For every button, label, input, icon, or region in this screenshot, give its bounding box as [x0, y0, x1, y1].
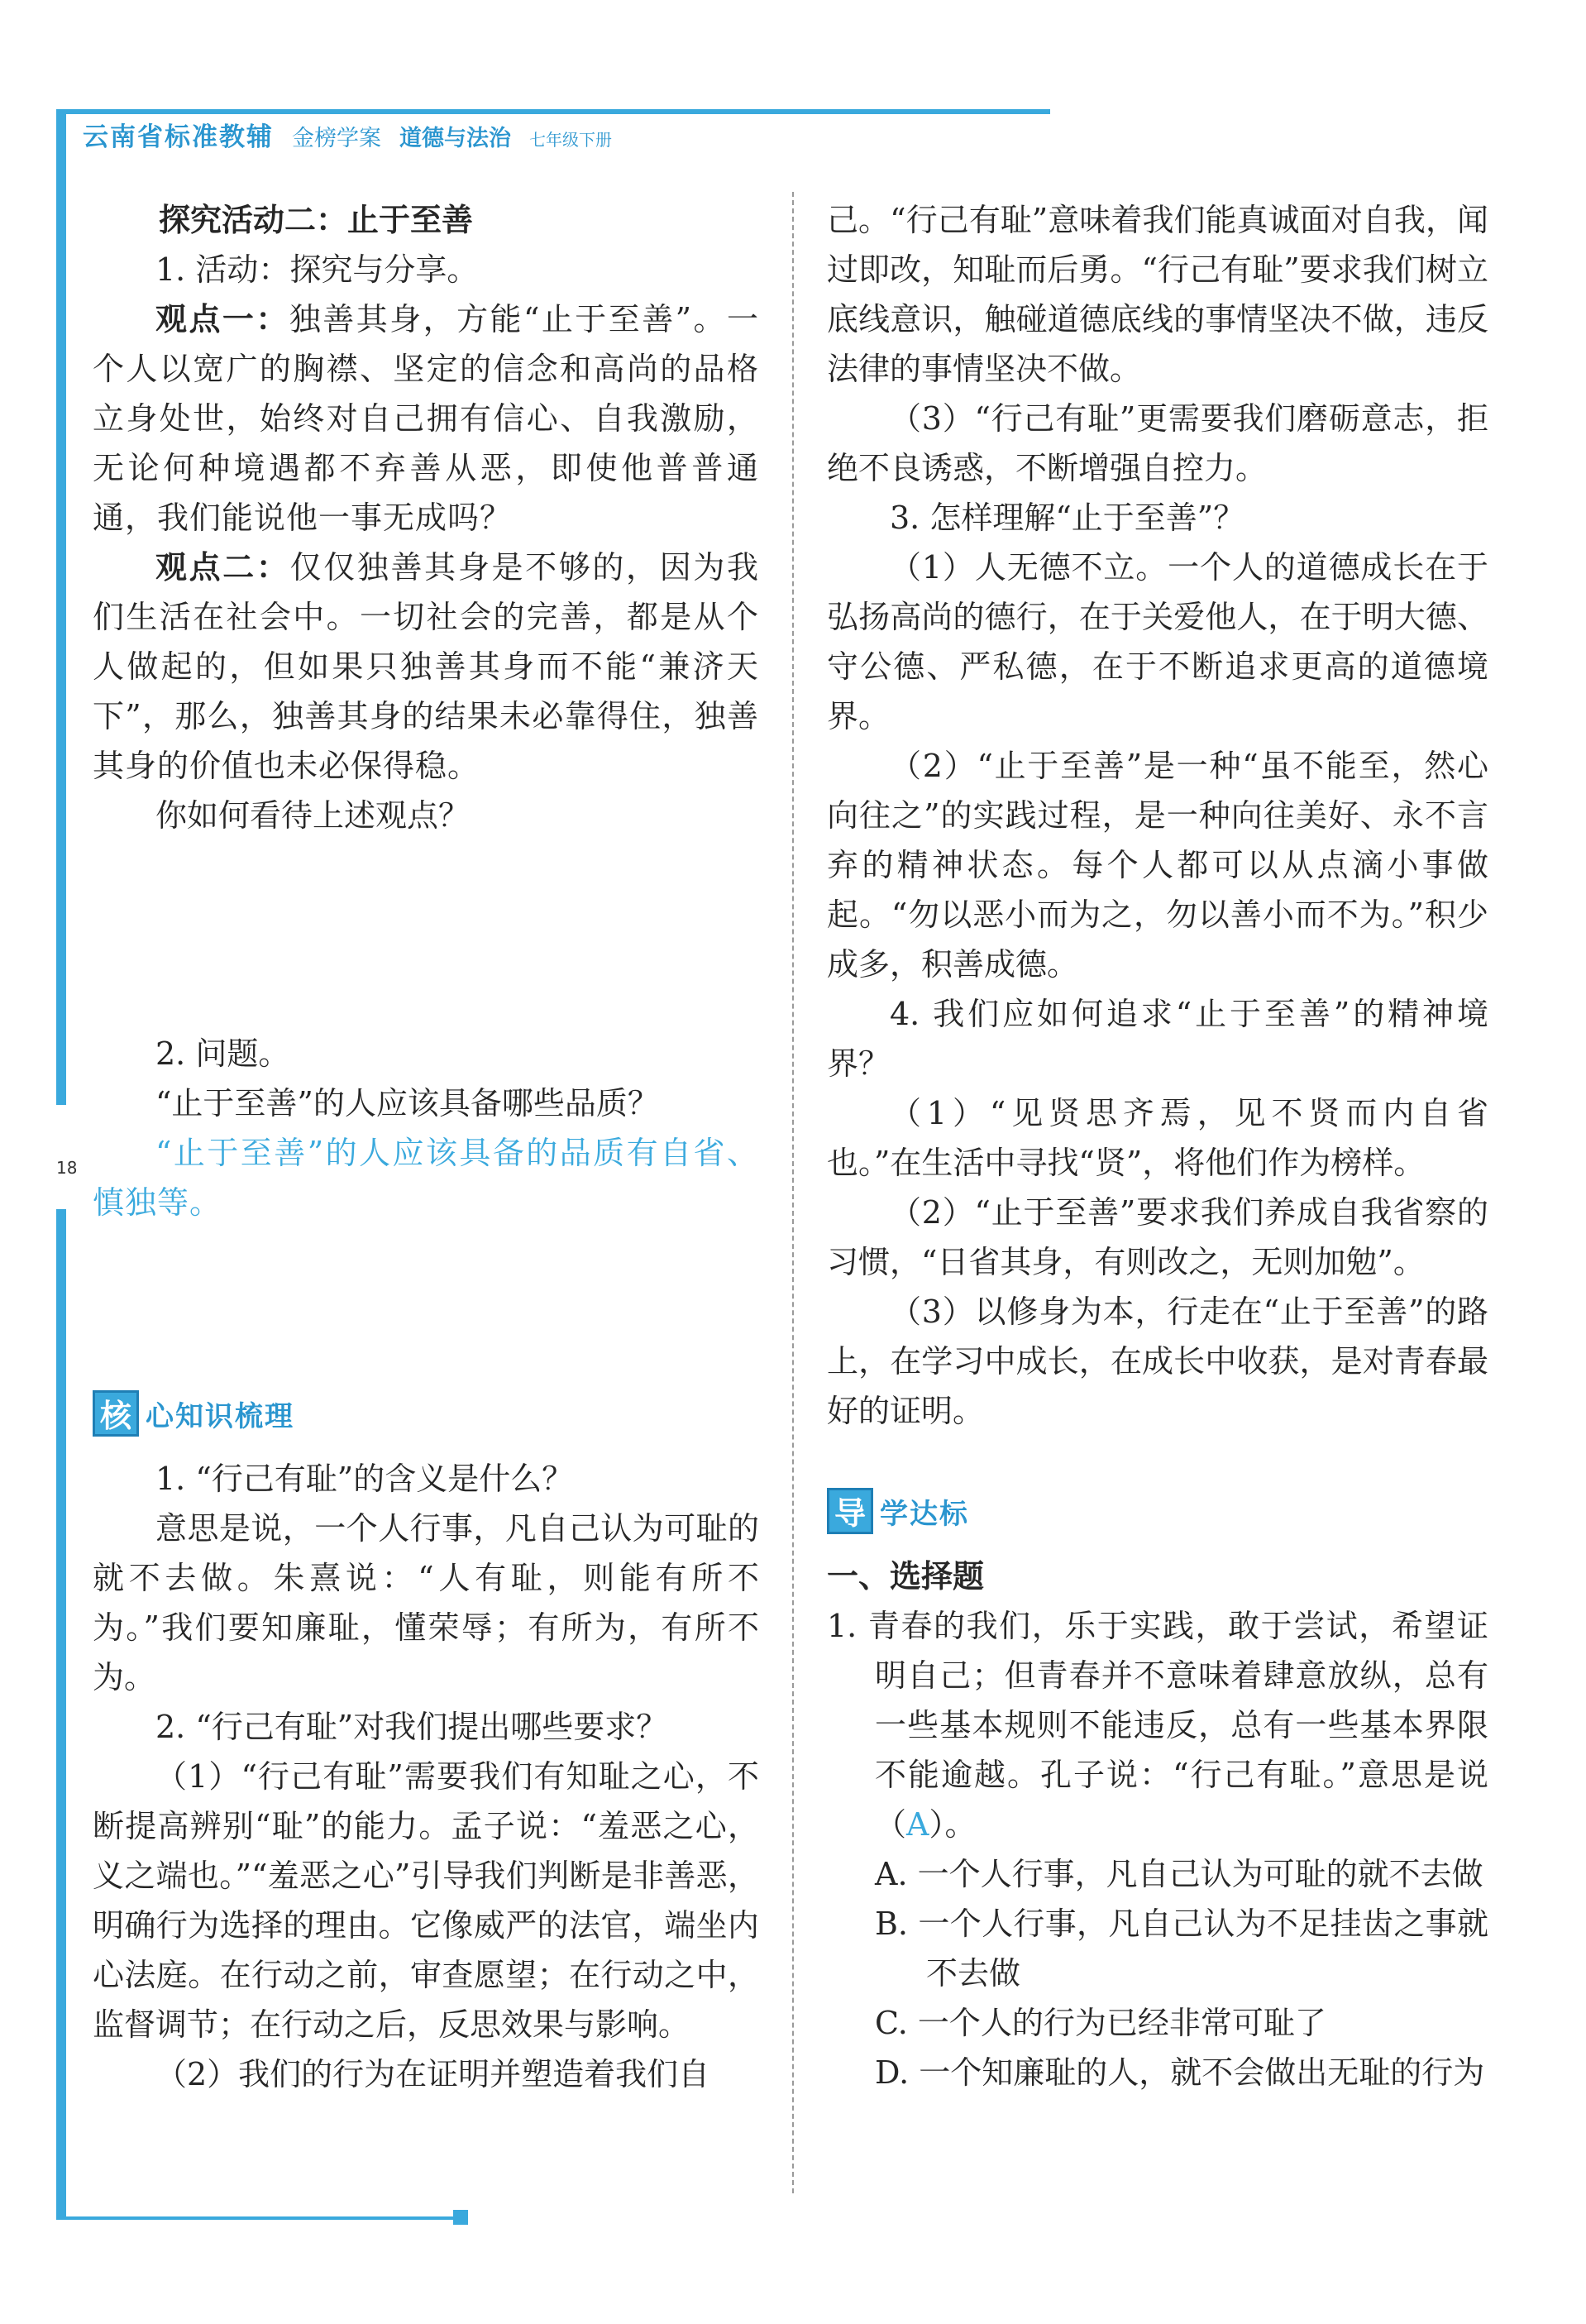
section-practice — [827, 1482, 1488, 1540]
activity-step: 1. 活动：探究与分享。 — [155, 251, 479, 288]
activity-title: 探究活动二：止于至善 — [159, 202, 474, 238]
knowledge-4-point-2: （2）“止于至善”要求我们养成自我省察的习惯，“日省其身，有则改之，无则加勉”。 — [827, 1194, 1488, 1280]
viewpoint-two-label: 观点二： — [155, 548, 290, 586]
answer-space-2 — [93, 1227, 759, 1384]
option-c: C. 一个人的行为已经非常可耻了 — [875, 2005, 1326, 2041]
question-1-end: ）。 — [929, 1806, 977, 1843]
section-practice-title: 学达标 — [880, 1497, 969, 1531]
knowledge-4-point-3: （3）以修身为本，行走在“止于至善”的路上，在学习中成长，在成长中收获，是对青春最好的证明。 — [827, 1294, 1488, 1429]
knowledge-1-question: 1. “行己有耻”的含义是什么？ — [155, 1461, 574, 1497]
viewpoint-one — [93, 294, 759, 543]
page-frame-top — [56, 109, 1050, 114]
knowledge-2-point-1: （1）“行己有耻”需要我们有知耻之心，不断提高辨别“耻”的能力。孟子说：“羞恶之心，义之端也。”“羞恶之心”引导我们判断是非善恶，明确行为选择的理由。它像威严的法官，端坐内心法庭。在行动之前，审查愿望；在行动之中，监督调节；在行动之后，反思效果与影响。 — [93, 1758, 759, 2043]
knowledge-2-question: 2. “行己有耻”对我们提出哪些要求？ — [155, 1709, 668, 1745]
knowledge-3-point-2: （2）“止于至善”是一种“虽不能至，然心向往之”的实践过程，是一种向往美好、永不言弃的精神状态。每个人都可以从点滴小事做起。“勿以恶小而为之，勿以善小而不为。”积少成多，积善成德。 — [827, 748, 1488, 983]
running-header — [83, 116, 612, 154]
question-two-text: “止于至善”的人应该具备哪些品质？ — [155, 1085, 659, 1121]
column-divider — [792, 192, 794, 2193]
header-series: 云南省标准教辅 — [83, 122, 274, 152]
question-two-title: 2. 问题。 — [155, 1035, 290, 1072]
right-column — [827, 195, 1488, 2097]
viewpoint-two-text: 仅仅独善其身是不够的，因为我们生活在社会中。一切社会的完善，都是从个人做起的，但如果只独善其身而不能“兼济天下”，那么，独善其身的结果未必靠得住，独善其身的价值也未必保得稳。 — [93, 549, 759, 784]
part-title: 一、选择题 — [827, 1558, 985, 1595]
section-core-title: 心知识梳理 — [146, 1399, 294, 1433]
viewpoint-two — [93, 543, 759, 791]
knowledge-2-point-2-cont: 己。“行己有耻”意味着我们能真诚面对自我，闻过即改，知耻而后勇。“行己有耻”要求我们树立底线意识，触碰道德底线的事情坚决不做，违反法律的事情坚决不做。 — [827, 202, 1488, 387]
header-brand: 金榜学案 — [292, 126, 381, 151]
knowledge-3-question: 3. 怎样理解“止于至善”？ — [890, 500, 1245, 536]
question-1-answer: A — [906, 1806, 929, 1843]
viewpoint-one-text: 独善其身，方能“止于至善”。一个人以宽广的胸襟、坚定的信念和高尚的品格立身处世，始终对自己拥有信心、自我激励，无论何种境遇都不弃善从恶，即使他普普通通，我们能说他一事无成吗？ — [93, 301, 759, 536]
page-number: 18 — [56, 1158, 78, 1178]
section-core-knowledge — [93, 1384, 759, 1442]
viewpoint-question: 你如何看待上述观点？ — [155, 797, 471, 834]
knowledge-4-question: 4. 我们应如何追求“止于至善”的精神境界？ — [827, 996, 1488, 1082]
knowledge-2-point-2-start: （2）我们的行为在证明并塑造着我们自 — [155, 2056, 710, 2092]
option-d: D. 一个知廉耻的人，就不会做出无耻的行为 — [875, 2054, 1485, 2091]
option-b: B. 一个人行事，凡自己认为不足挂齿之事就不去做 — [875, 1906, 1488, 1992]
section-practice-box: 导 — [827, 1488, 873, 1534]
left-column — [93, 195, 759, 2099]
question-1-text: 1. 青春的我们，乐于实践，敢于尝试，希望证明自己；但青春并不意味着肆意放纵，总有一些基本规则不能违反，总有一些基本界限不能逾越。孔子说：“行己有耻。”意思是说（ — [827, 1608, 1488, 1843]
page-frame-bottom — [56, 2216, 460, 2220]
answer-space — [93, 840, 759, 1029]
viewpoint-one-label: 观点一： — [155, 300, 289, 337]
header-grade: 七年级下册 — [529, 130, 612, 150]
knowledge-3-point-1: （1）人无德不立。一个人的道德成长在于弘扬高尚的德行，在于关爱他人，在于明大德、守公德、严私德，在于不断追求更高的道德境界。 — [827, 549, 1488, 734]
header-subject: 道德与法治 — [399, 126, 511, 151]
frame-corner-marker — [453, 2210, 468, 2225]
section-gap — [827, 1436, 1488, 1482]
knowledge-1-answer: 意思是说，一个人行事，凡自己认为可耻的就不去做。朱熹说：“人有耻，则能有所不为。”我们要知廉耻，懂荣辱；有所为，有所不为。 — [93, 1510, 759, 1695]
section-core-box: 核 — [93, 1390, 139, 1437]
knowledge-2-point-3: （3）“行己有耻”更需要我们磨砺意志，拒绝不良诱惑，不断增强自控力。 — [827, 400, 1488, 486]
option-a: A. 一个人行事，凡自己认为可耻的就不去做 — [875, 1856, 1483, 1892]
question-1 — [827, 1601, 1488, 1849]
knowledge-4-point-1: （1）“见贤思齐焉，见不贤而内自省也。”在生活中寻找“贤”，将他们作为榜样。 — [827, 1095, 1488, 1181]
page-tab — [56, 1105, 68, 1209]
question-two-answer: “止于至善”的人应该具备的品质有自省、慎独等。 — [93, 1135, 759, 1221]
